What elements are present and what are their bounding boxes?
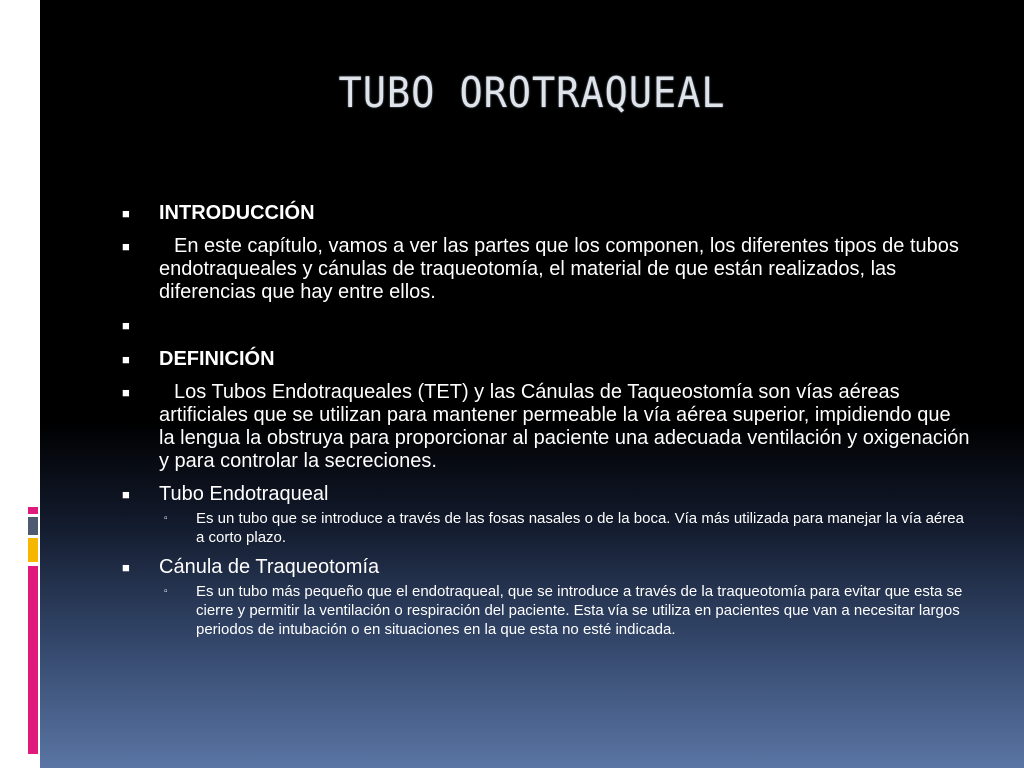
square-bullet-icon: ■ (122, 385, 130, 400)
bullet-text: Los Tubos Endotraqueales (TET) y las Cánulas de Taqueostomía son vías aéreas artificiales que se utilizan para mantener permeable la vía aérea superior, impidiendo que la lengua la obstruya para proporcionar al paciente una adecuada ventilación y oxigenación y para controlar la secreciones. (159, 381, 970, 472)
bullet-definicion-body (120, 381, 970, 473)
bullet-text: Cánula de Traqueotomía (159, 556, 380, 578)
square-bullet-icon: ■ (122, 318, 130, 333)
bullet-empty (120, 314, 970, 337)
sub-bullet-text: Es un tubo que se introduce a través de las fosas nasales o de la boca. Vía más utilizada para manejar la vía aérea a corto plazo. (196, 510, 964, 546)
accent-bar-gray (28, 517, 38, 535)
bullet-tubo-endotraqueal (120, 483, 970, 506)
accent-bar-pink (28, 566, 38, 754)
slide-title: TUBO OROTRAQUEAL (338, 68, 726, 117)
slide-content (120, 202, 970, 639)
bullet-text: DEFINICIÓN (159, 348, 275, 370)
bullet-introduccion-body (120, 235, 970, 304)
bullet-canula-traqueotomia (120, 556, 970, 579)
bullet-text: Tubo Endotraqueal (159, 483, 329, 505)
bullet-text: INTRODUCCIÓN (159, 202, 315, 224)
hollow-square-bullet-icon: ▫ (164, 513, 168, 524)
accent-bar-yellow (28, 538, 38, 562)
bullet-definicion (120, 348, 970, 371)
square-bullet-icon: ■ (122, 206, 130, 221)
sub-bullet-text: Es un tubo más pequeño que el endotraqueal, que se introduce a través de la traqueotomía para evitar que esta se cierre y permitir la ventilación o respiración del paciente. Esta vía se utiliza en pacientes que van a necesitar largos periodos de intubación o en situaciones en la que esta no esté indicada. (196, 583, 963, 638)
square-bullet-icon: ■ (122, 352, 130, 367)
bullet-text: En este capítulo, vamos a ver las partes que los componen, los diferentes tipos de tubos endotraqueales y cánulas de traqueotomía, el material de que están realizados, las diferencias que hay entre ellos. (159, 235, 959, 303)
sub-bullet-canula-traqueotomia (120, 582, 970, 639)
square-bullet-icon: ■ (122, 239, 130, 254)
sub-bullet-tubo-endotraqueal (120, 509, 970, 547)
hollow-square-bullet-icon: ▫ (164, 586, 168, 597)
square-bullet-icon: ■ (122, 487, 130, 502)
accent-bar-pink-top (28, 507, 38, 514)
square-bullet-icon: ■ (122, 560, 130, 575)
bullet-introduccion (120, 202, 970, 225)
